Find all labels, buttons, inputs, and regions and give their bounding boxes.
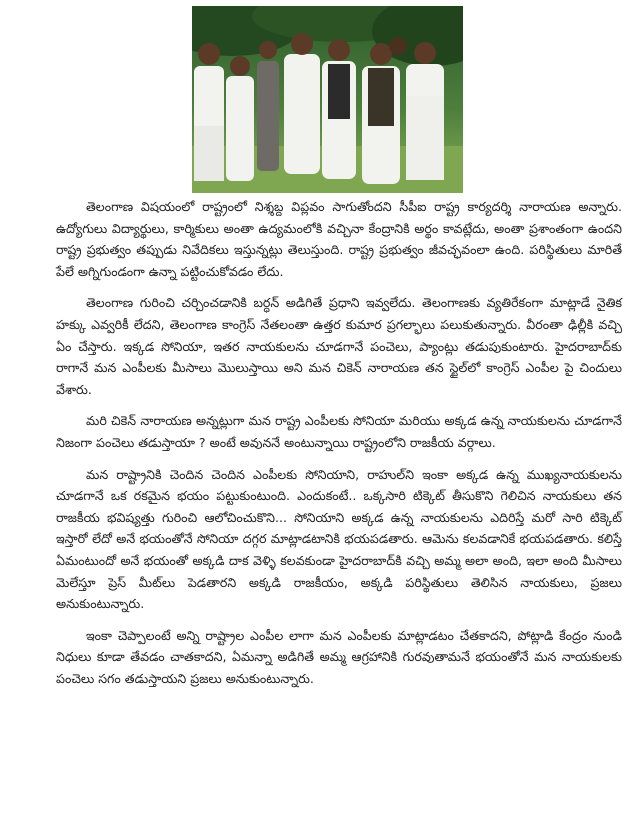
article-paragraph: మరి చికెన్ నారాయణ అన్నట్లుగా మన రాష్ట్ర ఎంపీలకు సోనియా మరియు అక్కడ ఉన్న నాయకులను చూడగానే నిజంగా పంచెలు తడుస్తాయా ? అంటే అవుననే అంటున్నాయి రాష్ట్రంలోని రాజకీయ వర్గాలు. [56,413,622,450]
article-body [56,196,622,689]
leaders-group-photo [192,6,463,193]
article-paragraph: మన రాష్ట్రానికి చెందిన చెందిన ఎంపీలకు సోనియాని, రాహుల్‌ని ఇంకా అక్కడ ఉన్న ముఖ్యనాయకులను చూడగానే ఒక రకమైన భయం పట్టుకుంటుంది. ఎందుకంటే.. ఒక్కసారి టిక్కెట్ తీసుకొని గెలిచిన నాయకులు తన రాజకీయ భవిష్యత్తు గురించి ఆలోచించుకొని... సోనియాని అక్కడ ఉన్న నాయకులను ఎదిరిస్తే మరో సారి టిక్కెట్ ఇస్తారో లేదో అనే భయంతోనే సోనియా దగ్గర మాట్లాడటానికి భయపడతారు. ఆమెను కలవడానికే భయపడతారు. కలిస్తే ఏమంటుందో అనే భయంతో అక్కడి దాక వెళ్ళి కలవకుండా హైదరాబాద్‌కి వచ్చి అమ్మ అలా అంది, ఇలా అంది మీసాలు మెలేస్తూ ప్రెస్ మీట్‌లు పెడతారని అక్కడి రాజకీయం, అక్కడి పరిస్థితులు తెలిసిన నాయకులు, ప్రజలు అనుకుంటున్నారు. [56,466,622,612]
article-paragraph: ఇంకా చెప్పాలంటే అన్ని రాష్ట్రాల ఎంపీల లాగా మన ఎంపీలకు మాట్లాడటం చేతకాదని, పోట్లాడి కేంద్రం నుండి నిధులు కూడా తేవడం చాతకాదని, ఏమన్నా అడిగితే అమ్మ ఆగ్రహానికి గురవుతామనే భయంతోనే మన నాయకులకు పంచెలు సగం తడుస్తాయని ప్రజలు అనుకుంటున్నారు. [56,627,622,686]
group-photo-illustration [192,6,463,193]
article-paragraph: తెలంగాణ గురించి చర్చించడానికి బర్ధన్ అడిగితే ప్రధాని ఇవ్వలేదు. తెలంగాణకు వ్యతిరేకంగా మాట్లాడే నైతిక హక్కు ఎవ్వరికీ లేదని, తెలంగాణ కాంగ్రెస్ నేతలంతా ఉత్తర కుమార ప్రగల్భాలు పలుకుతున్నారు. వీరంతా ఢిల్లీకి వచ్చి ఏం చేస్తారు. ఇక్కడ సోనియా, ఇతర నాయకులను చూడగానే పంచెలు, ప్యాంట్లు తడుపుకుంటారు. హైదరాబాద్‌కు రాగానే మన ఎంపీలకు మీసాలు మొలుస్తాయి అని మన చికెన్ నారాయణ తన స్టైల్‌లో కాంగ్రెస్ ఎంపీల పై చిందులు వేశారు. [56,295,622,397]
article-paragraph: తెలంగాణ విషయంలో రాష్ట్రంలో నిశ్శబ్ద విప్లవం సాగుతోందని సీపీఐ రాష్ట్ర కార్యదర్శి నారాయణ అన్నారు. ఉద్యోగులు విద్యార్థులు, కార్మికులు అంతా ఉద్యమంలోకి వచ్చినా కేంద్రానికి అర్థం కావట్లేదు, అంతా ప్రశాంతంగా ఉందని రాష్ట్ర ప్రభుత్వం తప్పుడు నివేదికలు ఇస్తున్నట్లు తెలుస్తుంది. రాష్ట్ర ప్రభుత్వం జీవచ్ఛవంలా ఉంది. పరిస్థితులు మారితే పేలే అగ్నిగుండంగా ఉన్నా పట్టించుకోవడం లేదు. [56,199,622,279]
